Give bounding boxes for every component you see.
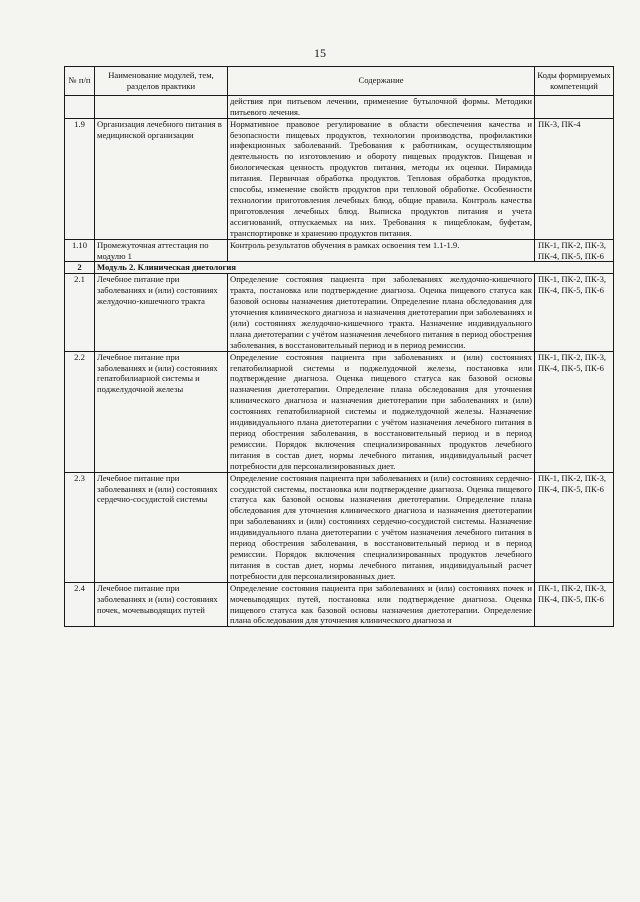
row-content: Определение состояния пациента при заболеваниях и (или) состояниях почек и мочевыводящих путей, постановка или подтверждение диагноза. Оценка пищевого статуса как базовой основы назначения диетотерапии. Определение плана обследования для уточнения клинического диагноза и [228, 582, 535, 627]
header-module: Наименование модулей, тем, разделов практики [95, 67, 228, 96]
row-codes: ПК-1, ПК-2, ПК-3, ПК-4, ПК-5, ПК-6 [535, 351, 614, 472]
row-content: Контроль результатов обучения в рамках освоения тем 1.1-1.9. [228, 239, 535, 262]
row-content: Определение состояния пациента при заболеваниях и (или) состояниях гепатобилиарной системы и поджелудочной железы, постановка или подтверждение диагноза. Оценка пищевого статуса как базовой основы назначения диетотерапии. Определение плана обследования для уточнения клинического диагноза и назначения диетотерапии при заболеваниях и (или) состояниях гепатобилиарной системы и поджелудочной железы. Назначение индивидуального плана диетотерапии с учётом назначения лечебного питания в период обострения заболевания, в восстановительный период и в период ремиссии. Порядок включения специализированных продуктов лечебного питания в состав диет, нормы лечебного питания, индивидуальный расчет потребности для персонализированных диет. [228, 351, 535, 472]
row-number: 2.2 [65, 351, 95, 472]
header-codes: Коды формируемых компетенций [535, 67, 614, 96]
row-module-name: Лечебное питание при заболеваниях и (или) состояниях сердечно-сосудистой системы [95, 472, 228, 582]
section-row [65, 262, 614, 274]
table-row-continuation [65, 95, 614, 118]
row-codes: ПК-1, ПК-2, ПК-3, ПК-4, ПК-5, ПК-6 [535, 274, 614, 351]
table-header-row [65, 67, 614, 96]
row-number: 1.9 [65, 118, 95, 239]
row-codes: ПК-3, ПК-4 [535, 118, 614, 239]
table-row [65, 582, 614, 627]
row-codes: ПК-1, ПК-2, ПК-3, ПК-4, ПК-5, ПК-6 [535, 472, 614, 582]
table-row [65, 274, 614, 351]
continuation-text: действия при питьевом лечении, применение бутылочной формы. Методики питьевого лечения. [228, 95, 535, 118]
section-title: Модуль 2. Клиническая диетология [95, 262, 614, 274]
row-module-name: Лечебное питание при заболеваниях и (или) состояниях гепатобилиарной системы и поджелудочной железы [95, 351, 228, 472]
header-content: Содержание [228, 67, 535, 96]
row-number: 2.4 [65, 582, 95, 627]
row-number: 1.10 [65, 239, 95, 262]
row-content: Нормативное правовое регулирование в области обеспечения качества и безопасности пищевых продуктов, технологии производства, профилактики инфекционных заболеваний. Требования к работникам, осуществляющим деятельность по изготовлению и обороту пищевых продуктов. Пищевая и биологическая ценность продуктов питания, методы их оценки. Пирамида питания. Первичная обработка продуктов. Тепловая обработка продуктов, способы, изменение свойств продуктов при тепловой обработке. Особенности технологии приготовления лечебных блюд, общие правила. Контроль качества приготовления лечебных блюд. Выписка продуктов питания и учета ассигнований, отпускаемых на них. Требования к пищеблокам, буфетам, транспортировке и хранению продуктов питания. [228, 118, 535, 239]
table-row [65, 239, 614, 262]
table-row [65, 118, 614, 239]
row-number: 2.1 [65, 274, 95, 351]
row-module-name: Лечебное питание при заболеваниях и (или) состояниях желудочно-кишечного тракта [95, 274, 228, 351]
row-module-name: Организация лечебного питания в медицинской организации [95, 118, 228, 239]
row-codes: ПК-1, ПК-2, ПК-3, ПК-4, ПК-5, ПК-6 [535, 239, 614, 262]
program-table [64, 66, 614, 627]
row-module-name: Промежуточная аттестация по модулю 1 [95, 239, 228, 262]
row-content: Определение состояния пациента при заболеваниях и (или) состояниях сердечно-сосудистой системы, постановка или подтверждение диагноза. Оценка пищевого статуса как базовой основы назначения диетотерапии. Определение плана обследования для уточнения клинического диагноза и назначения диетотерапии при заболеваниях и (или) состояниях сердечно-сосудистой системы. Назначение индивидуального плана диетотерапии с учётом назначения лечебного питания в период обострения заболевания, в восстановительный период и в период ремиссии. Порядок включения специализированных продуктов лечебного питания в состав диет, нормы лечебного питания, индивидуальный расчет потребности для персонализированных диет. [228, 472, 535, 582]
table-row [65, 351, 614, 472]
header-num: № п/п [65, 67, 95, 96]
row-number: 2.3 [65, 472, 95, 582]
row-content: Определение состояния пациента при заболеваниях желудочно-кишечного тракта, постановка или подтверждение диагноза. Оценка пищевого статуса как базовой основы назначения диетотерапии. Определение плана обследования для уточнения клинического диагноза и назначения диетотерапии при заболеваниях и (или) состояниях желудочно-кишечного тракта. Назначение индивидуального плана диетотерапии с учётом назначения лечебного питания в период обострения заболевания, в восстановительный период и в период ремиссии. [228, 274, 535, 351]
row-codes: ПК-1, ПК-2, ПК-3, ПК-4, ПК-5, ПК-6 [535, 582, 614, 627]
row-module-name: Лечебное питание при заболеваниях и (или) состояниях почек, мочевыводящих путей [95, 582, 228, 627]
page-number: 15 [314, 46, 326, 60]
table-row [65, 472, 614, 582]
section-number: 2 [65, 262, 95, 274]
